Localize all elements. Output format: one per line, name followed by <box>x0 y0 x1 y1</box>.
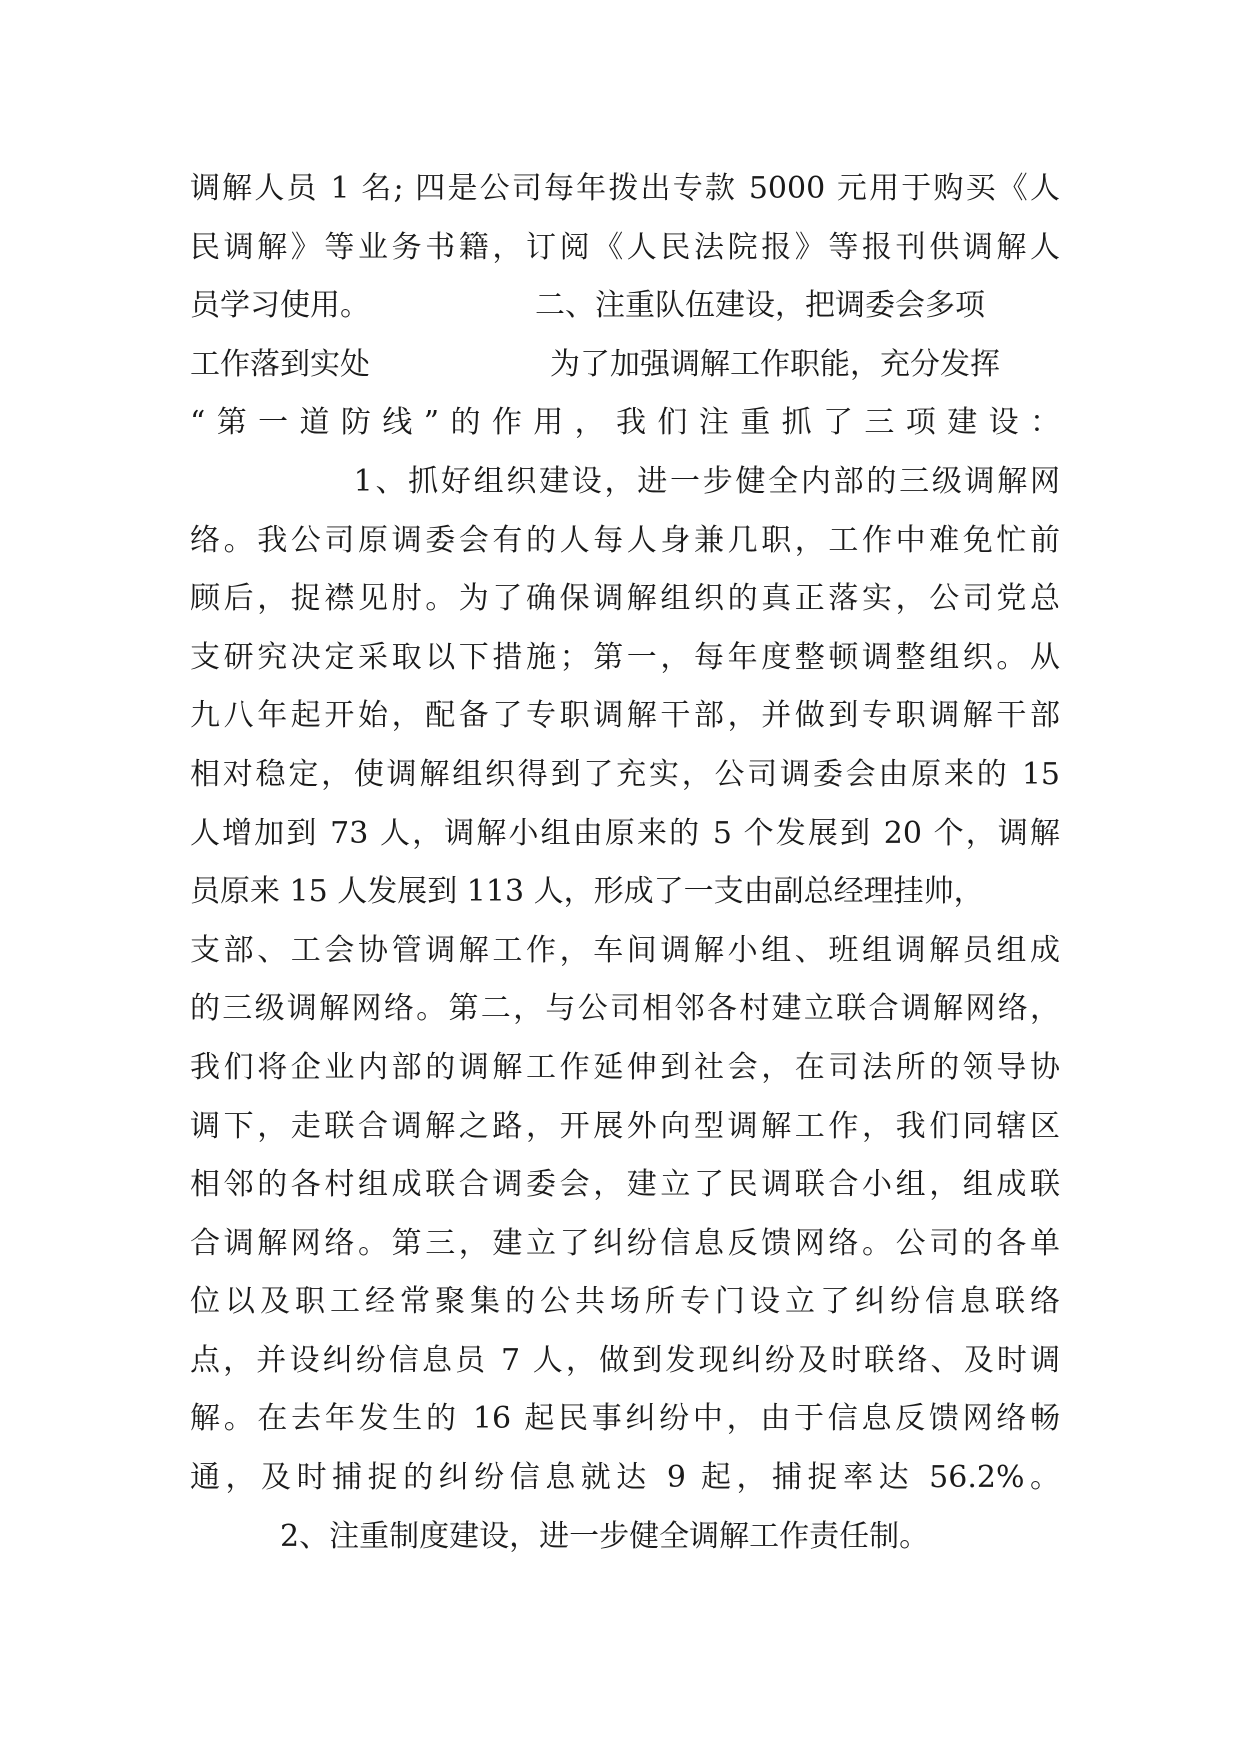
text-line-22: 解。在去年发生的 16 起民事纠纷中，由于信息反馈网络畅 <box>190 1401 1060 1437</box>
text-line-8: 顾后，捉襟见肘。为了确保调解组织的真正落实，公司党总 <box>190 581 1060 617</box>
text-line-6: 1、抓好组织建设，进一步健全内部的三级调解网 <box>190 463 1060 499</box>
text-line-21: 点，并设纠纷信息员 7 人，做到发现纠纷及时联络、及时调 <box>190 1342 1060 1378</box>
text-line-23: 通，及时捕捉的纠纷信息就达 9 起，捕捉率达 56.2%。 <box>190 1460 1060 1496</box>
text-line-11: 相对稳定，使调解组织得到了充实，公司调委会由原来的 15 <box>190 756 1060 792</box>
text-line-1: 调解人员 1 名; 四是公司每年拨出专款 5000 元用于购买《人 <box>190 171 1060 206</box>
text-line-13: 员原来 15 人发展到 113 人，形成了一支由副总经理挂帅， <box>190 874 984 910</box>
text-line-14: 支部、工会协管调解工作，车间调解小组、班组调解员组成 <box>190 932 1060 968</box>
text-line-2: 民调解》等业务书籍，订阅《人民法院报》等报刊供调解人 <box>190 229 1060 265</box>
body-text <box>190 160 1060 1566</box>
text-line-5: “第一道防线”的作用，我们注重抓了三项建设： <box>190 405 1060 441</box>
text-line-7: 络。我公司原调委会有的人每人身兼几职，工作中难免忙前 <box>190 522 1060 558</box>
text-line-16: 我们将企业内部的调解工作延伸到社会，在司法所的领导协 <box>190 1049 1060 1085</box>
text-line-19: 合调解网络。第三，建立了纠纷信息反馈网络。公司的各单 <box>190 1225 1060 1261</box>
text-line-24: 2、注重制度建设，进一步健全调解工作责任制。 <box>190 1518 930 1554</box>
text-line-10: 九八年起开始，配备了专职调解干部，并做到专职调解干部 <box>190 698 1060 734</box>
text-line-3: 员学习使用。 二、注重队伍建设，把调委会多项 <box>190 288 985 324</box>
text-line-9: 支研究决定采取以下措施；第一，每年度整顿调整组织。从 <box>190 639 1060 675</box>
text-line-4: 工作落到实处 为了加强调解工作职能，充分发挥 <box>190 346 1000 382</box>
text-line-20: 位以及职工经常聚集的公共场所专门设立了纠纷信息联络 <box>190 1284 1060 1320</box>
text-line-18: 相邻的各村组成联合调委会，建立了民调联合小组，组成联 <box>190 1167 1060 1203</box>
text-line-15: 的三级调解网络。第二，与公司相邻各村建立联合调解网络， <box>190 991 1060 1027</box>
text-line-17: 调下，走联合调解之路，开展外向型调解工作，我们同辖区 <box>190 1108 1060 1144</box>
text-line-12: 人增加到 73 人，调解小组由原来的 5 个发展到 20 个，调解 <box>190 815 1060 851</box>
